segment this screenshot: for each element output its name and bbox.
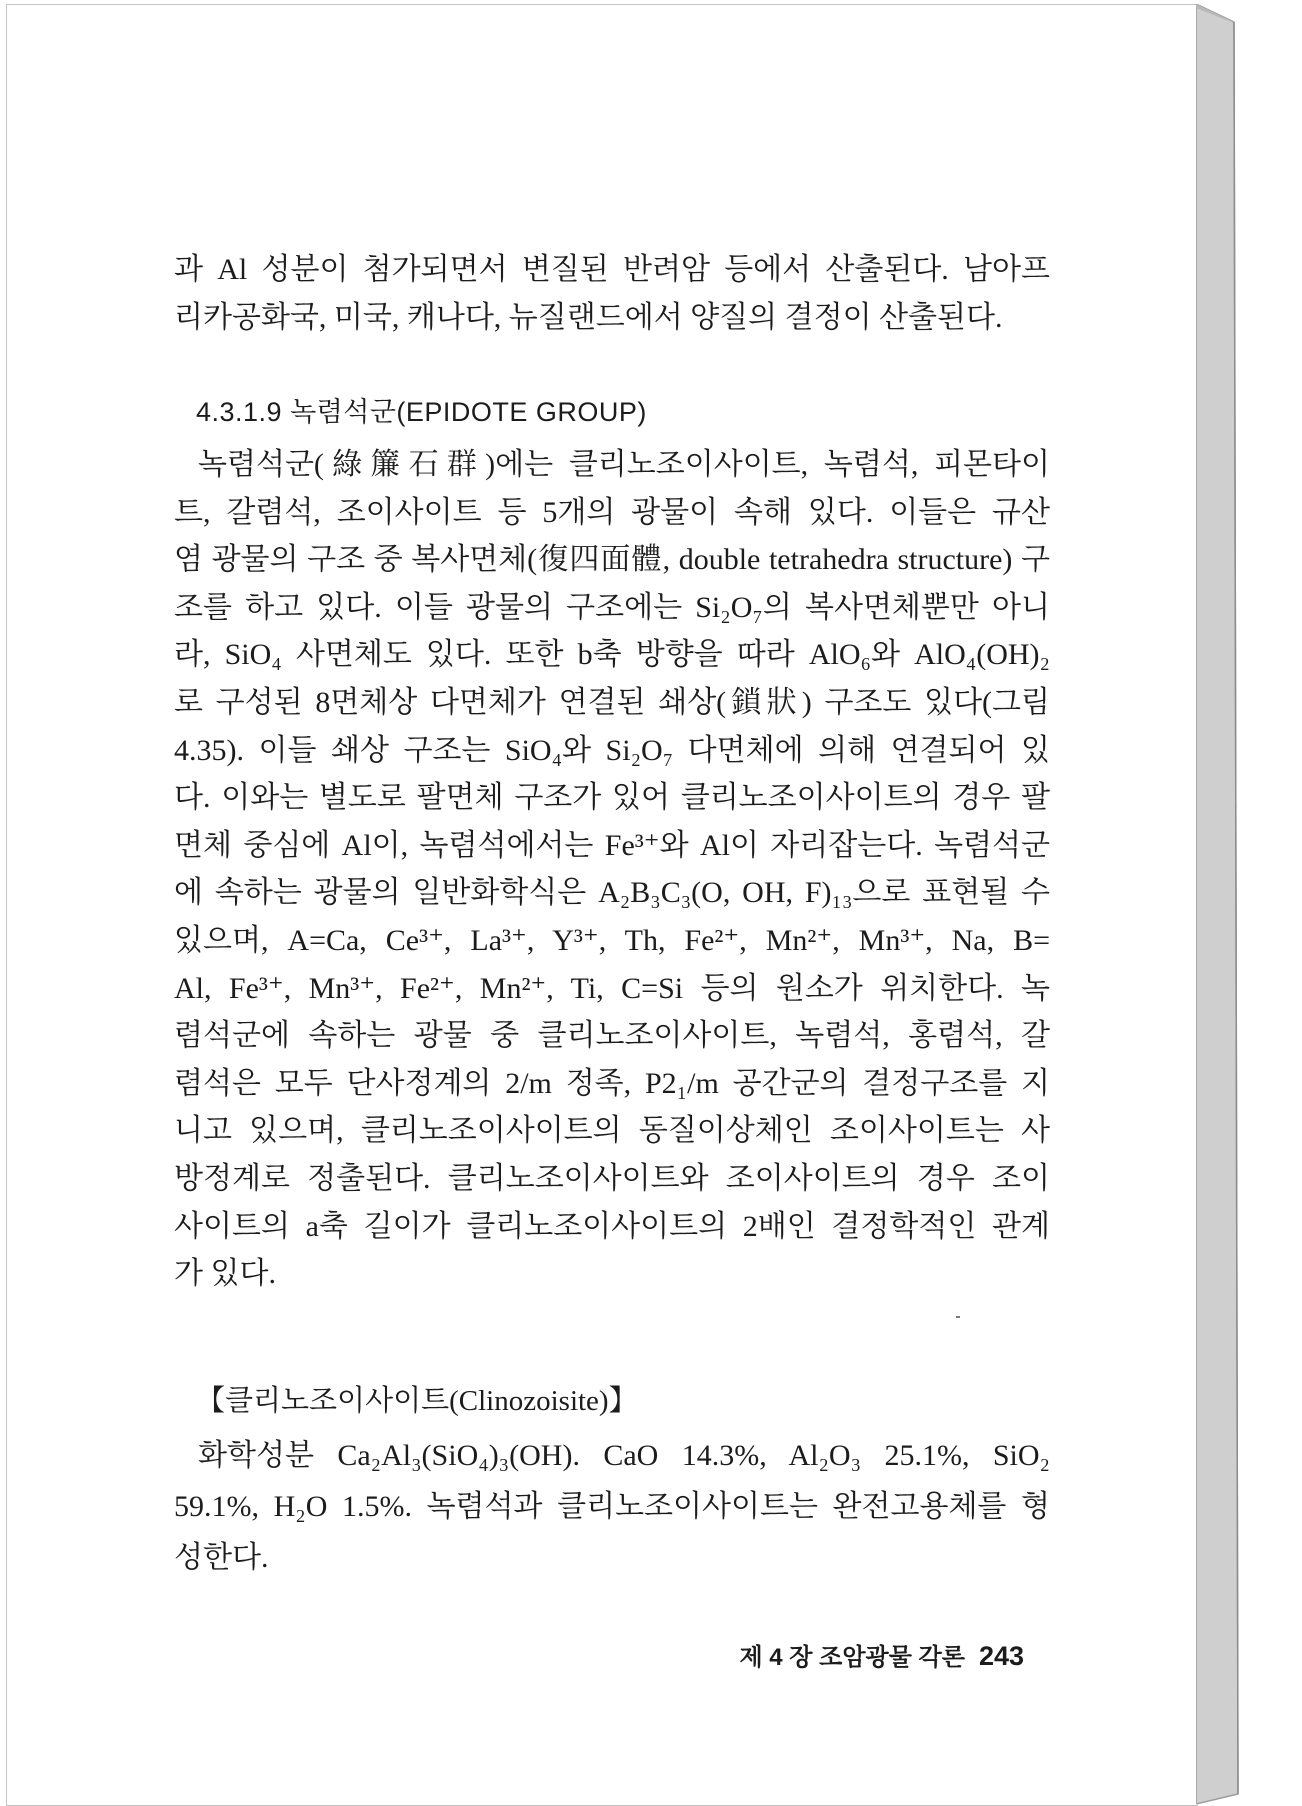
running-footer bbox=[700, 1637, 1024, 1672]
text-line: 사이트의 a축 길이가 클리노조이사이트의 2배인 결정학적인 관계 bbox=[174, 1209, 1050, 1243]
text-line: 녹렴석군(綠簾石群)에는 클리노조이사이트, 녹렴석, 피몬타이 bbox=[198, 448, 1050, 481]
page-number: 243 bbox=[978, 1641, 1024, 1671]
text-line: 라, SiO₄ 사면체도 있다. 또한 b축 방향을 따라 AlO₆와 AlO₄(OH)₂ bbox=[174, 638, 1050, 672]
text-line: 59.1%, H₂O 1.5%. 녹렴석과 클리노조이사이트는 완전고용체를 형 bbox=[174, 1490, 1050, 1523]
text-line: 염 광물의 구조 중 복사면체(復四面體, double tetrahedra structure) 구 bbox=[174, 543, 1050, 577]
text-line: 렴석군에 속하는 광물 중 클리노조이사이트, 녹렴석, 홍렴석, 갈 bbox=[174, 1019, 1050, 1053]
section-heading: 4.3.1.9 녹렴석군(EPIDOTE GROUP) bbox=[196, 397, 647, 427]
text-line: 4.35). 이들 쇄상 구조는 SiO₄와 Si₂O₇ 다면체에 의해 연결되어 있 bbox=[174, 733, 1050, 767]
mineral-heading: 【클리노조이사이트(Clinozoisite)】 bbox=[196, 1385, 638, 1417]
text-line: 에 속하는 광물의 일반화학식은 A₂B₃C₃(O, OH, F)₁₃으로 표현될 수 bbox=[174, 876, 1050, 910]
text-line: 면체 중심에 Al이, 녹렴석에서는 Fe³⁺와 Al이 자리잡는다. 녹렴석군 bbox=[174, 828, 1050, 862]
text-line: 과 Al 성분이 첨가되면서 변질된 반려암 등에서 산출된다. 남아프 bbox=[174, 253, 1050, 286]
page-edge bbox=[1196, 4, 1246, 1804]
page-edge-graphic bbox=[1196, 4, 1246, 1804]
text-line: 성한다. bbox=[174, 1541, 269, 1574]
main-paragraph bbox=[174, 441, 1050, 1298]
text-line: 방정계로 정출된다. 클리노조이사이트와 조이사이트의 경우 조이 bbox=[174, 1161, 1050, 1195]
top-paragraph bbox=[174, 246, 1050, 341]
print-speck bbox=[956, 1316, 960, 1318]
text-line: 로 구성된 8면체상 다면체가 연결된 쇄상(鎖狀) 구조도 있다(그림 bbox=[174, 685, 1050, 719]
text-line: 리카공화국, 미국, 캐나다, 뉴질랜드에서 양질의 결정이 산출된다. bbox=[174, 300, 1003, 334]
text-line: 다. 이와는 별도로 팔면체 구조가 있어 클리노조이사이트의 경우 팔 bbox=[174, 781, 1050, 815]
text-line: 가 있다. bbox=[174, 1257, 276, 1291]
text-line: 조를 하고 있다. 이들 광물의 구조에는 Si₂O₇의 복사면체뿐만 아니 bbox=[174, 590, 1050, 624]
text-line: 니고 있으며, 클리노조이사이트의 동질이상체인 조이사이트는 사 bbox=[174, 1114, 1050, 1148]
text-line: 렴석은 모두 단사정계의 2/m 정족, P2₁/m 공간군의 결정구조를 지 bbox=[174, 1066, 1050, 1100]
chemical-composition-paragraph bbox=[174, 1430, 1050, 1583]
text-line: 화학성분 Ca₂Al₃(SiO₄)₃(OH). CaO 14.3%, Al₂O₃ 25.1%, SiO₂ bbox=[198, 1439, 1050, 1472]
text-line: 트, 갈렴석, 조이사이트 등 5개의 광물이 속해 있다. 이들은 규산 bbox=[174, 495, 1050, 529]
text-line: Al, Fe³⁺, Mn³⁺, Fe²⁺, Mn²⁺, Ti, C=Si 등의 원소가 위치한다. 녹 bbox=[174, 971, 1050, 1005]
chapter-title: 제 4 장 조암광물 각론 bbox=[739, 1644, 965, 1671]
text-line: 있으며, A=Ca, Ce³⁺, La³⁺, Y³⁺, Th, Fe²⁺, Mn²⁺, Mn³⁺, Na, B= bbox=[174, 923, 1050, 957]
